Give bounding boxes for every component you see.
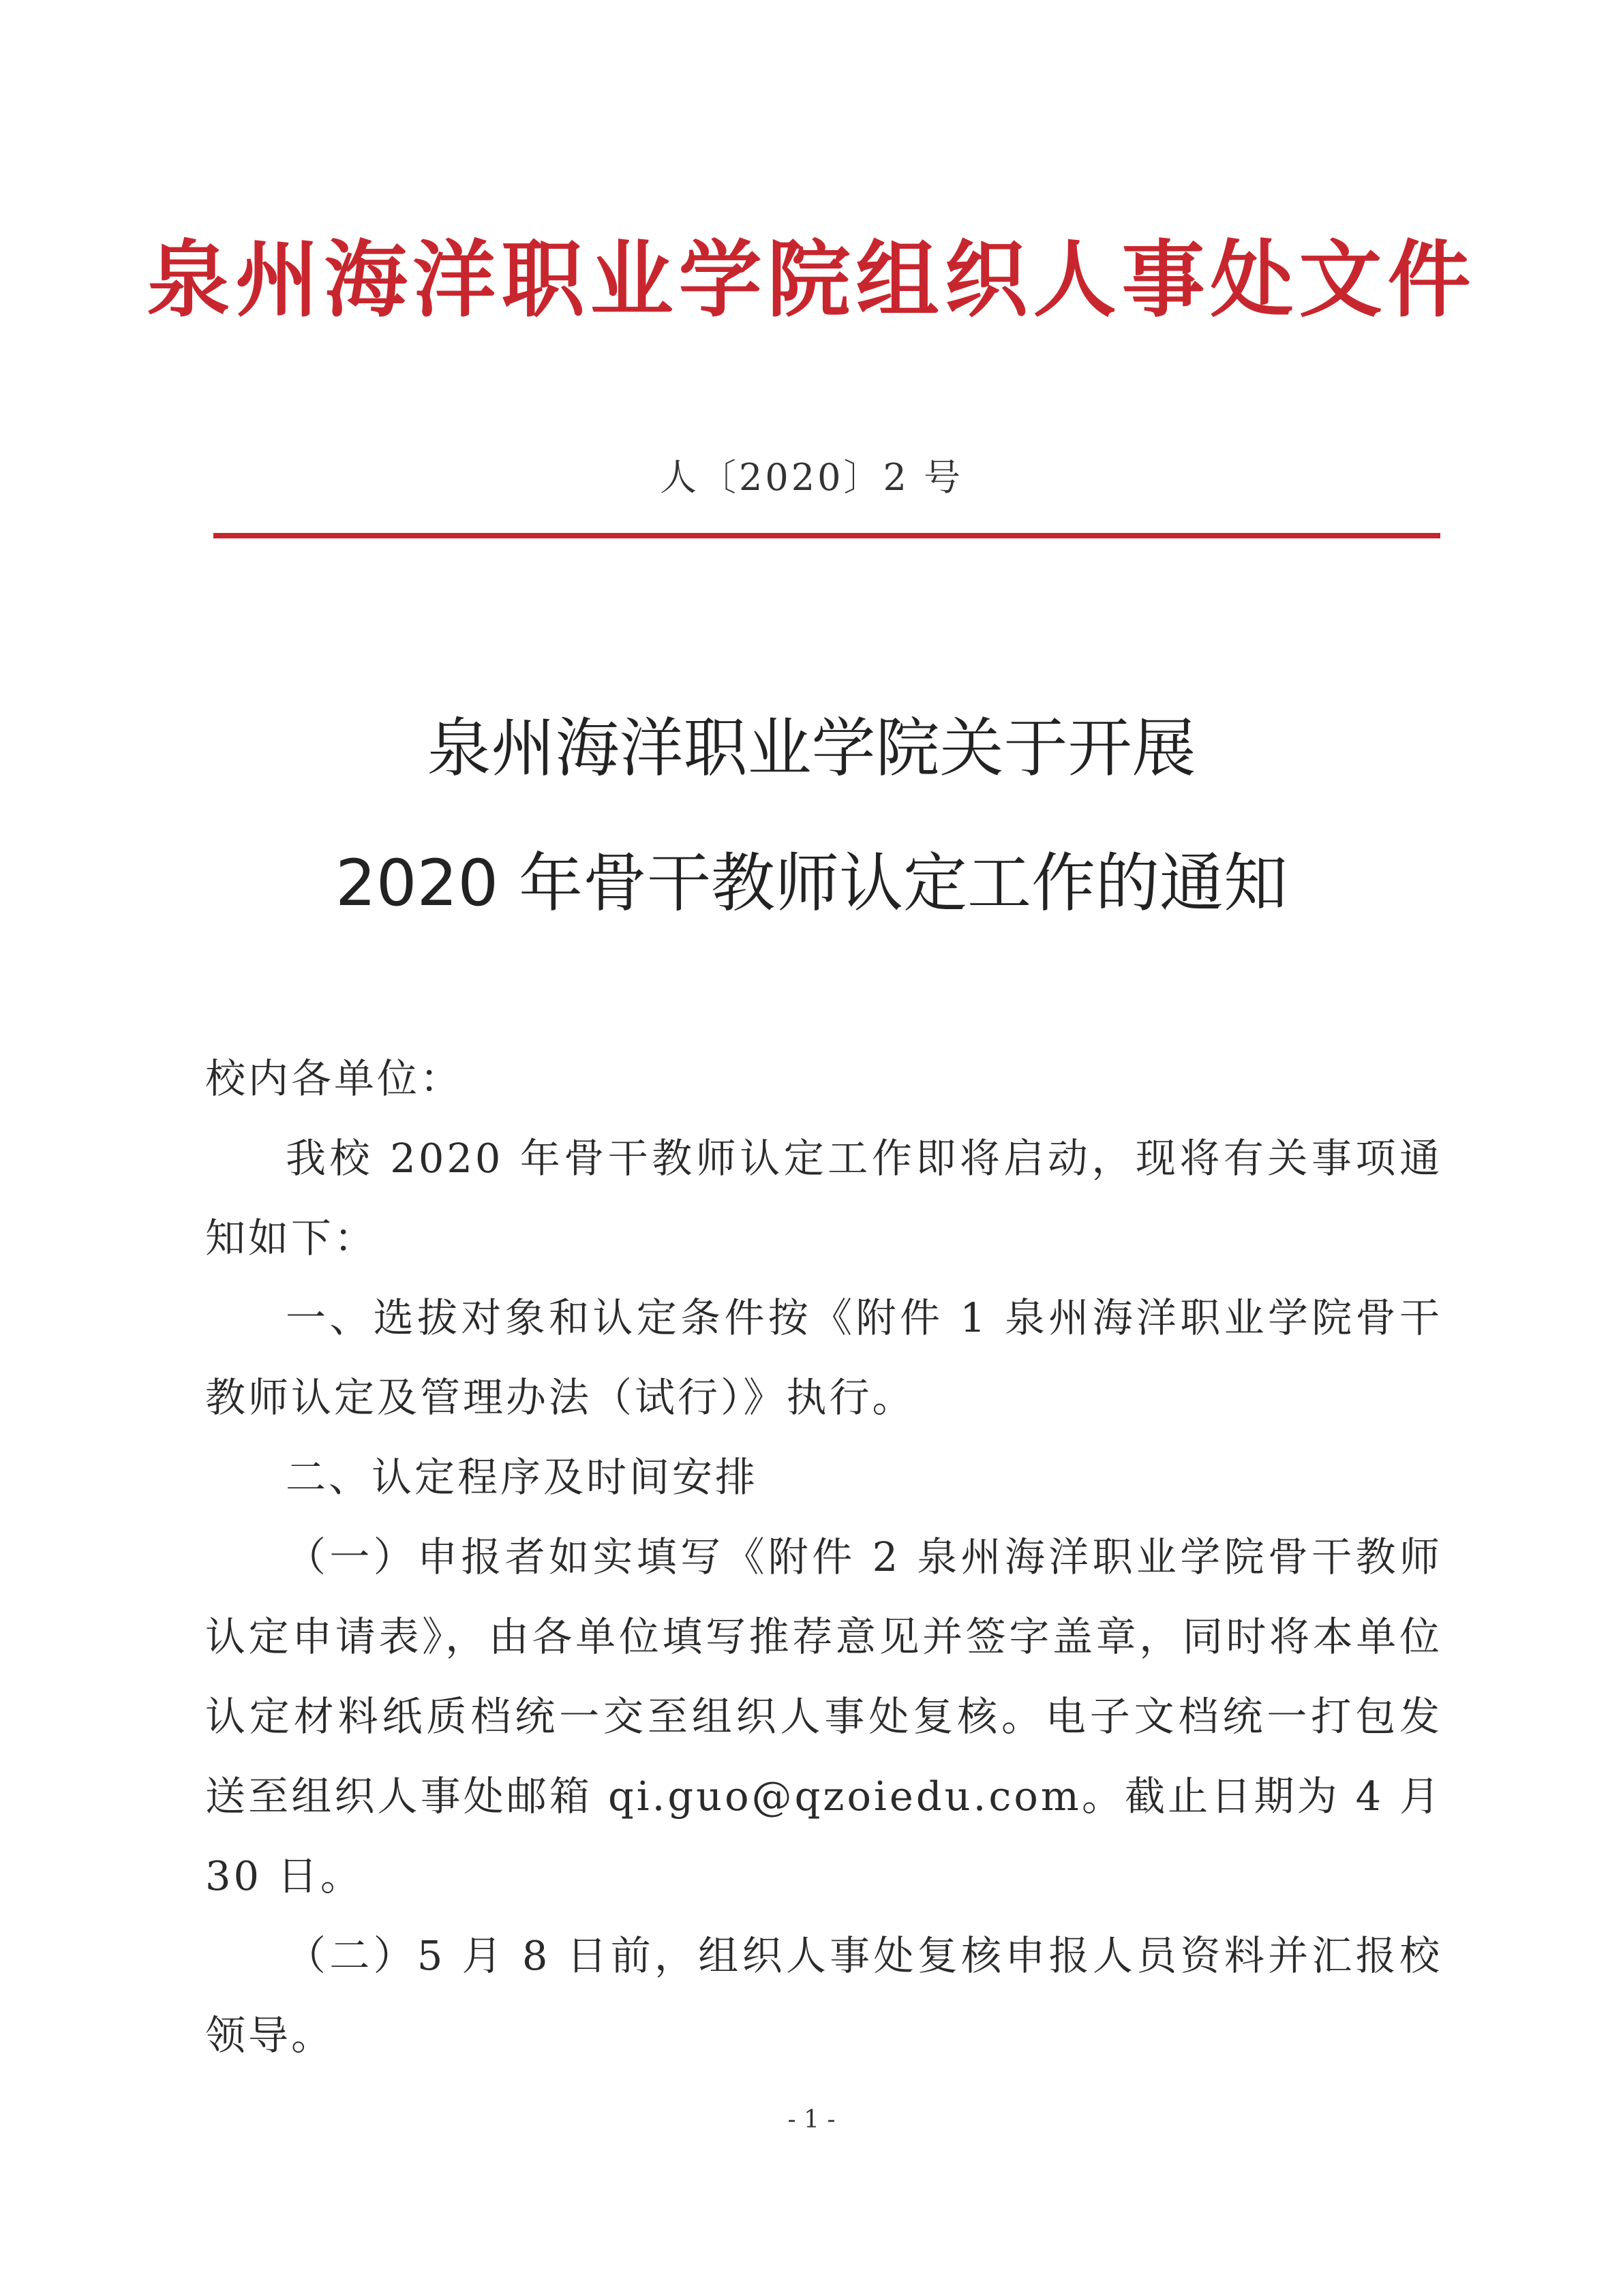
body-paragraph-section-1: 一、选拔对象和认定条件按《附件 1 泉州海洋职业学院骨干教师认定及管理办法（试行）》执行。 — [205, 1294, 1442, 1421]
salutation: 校内各单位： — [205, 1055, 464, 1102]
body-paragraph-section-2-heading: 二、认定程序及时间安排 — [286, 1454, 759, 1501]
red-separator-line — [213, 533, 1440, 538]
notice-title-line-1: 泉州海洋职业学院关于开展 — [427, 711, 1196, 786]
body-paragraph-intro: 我校 2020 年骨干教师认定工作即将启动，现将有关事项通知如下： — [205, 1135, 1442, 1261]
issuer-header-title: 泉州海洋职业学院组织人事处文件 — [147, 232, 1476, 328]
notice-body — [205, 1039, 1442, 2075]
page-number: - 1 - — [787, 2106, 836, 2134]
notice-title-line-2: 2020 年骨干教师认定工作的通知 — [335, 846, 1288, 921]
body-paragraph-step-2: （二）5 月 8 日前，组织人事处复核申报人员资料并汇报校领导。 — [205, 1932, 1442, 2059]
body-paragraph-step-1: （一）申报者如实填写《附件 2 泉州海洋职业学院骨干教师认定申请表》，由各单位填写推荐意见并签字盖章，同时将本单位认定材料纸质档统一交至组织人事处复核。电子文档统一打包发送至组织人事处邮箱 qi.guo@qzoiedu.com。截止日期为 4 月 30 日。 — [205, 1533, 1442, 1899]
document-number: 人〔2020〕2 号 — [660, 456, 963, 499]
